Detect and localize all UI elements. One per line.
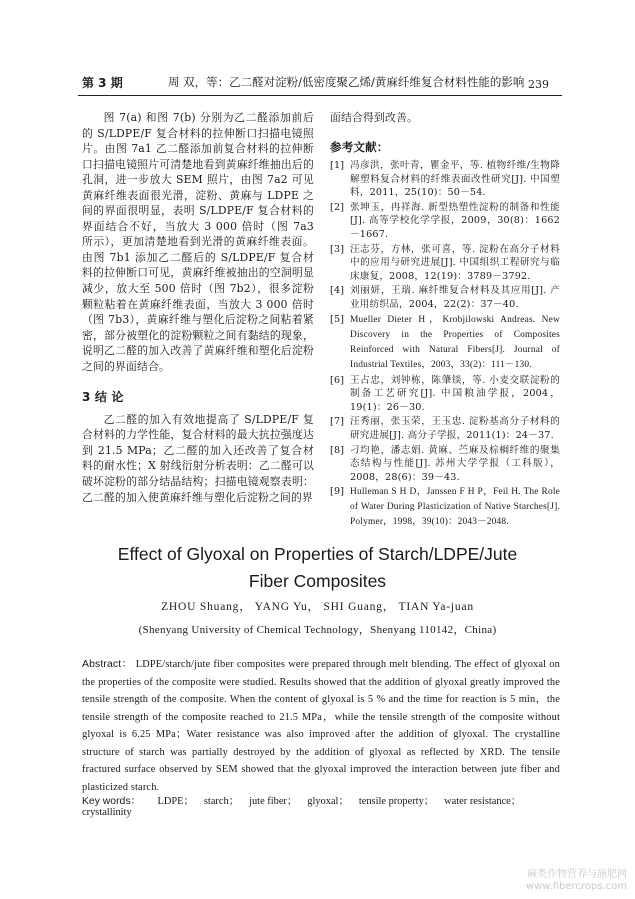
references-heading: 参考文献： <box>330 139 389 154</box>
abstract-label: Abstract： <box>82 659 133 670</box>
reference-item <box>330 485 560 530</box>
english-keywords <box>82 792 560 818</box>
reference-text: 王占忠，刘钟栋，陈肇锬，等. 小麦交联淀粉的制备工艺研究[J]. 中国粮油学报，2004，19(1)：26－30. <box>350 374 560 413</box>
english-authors: ZHOU Shuang， YANG Yu， SHI Guang， TIAN Ya-juan <box>161 601 474 613</box>
reference-text: 汪秀丽，张玉荣，王玉忠. 淀粉基高分子材料的研究进展[J]. 高分子学报，2011(1)：24－37. <box>350 416 560 441</box>
site-watermark <box>526 869 627 893</box>
keyword-item: LDPE； <box>157 796 194 807</box>
continuation-text: 面结合得到改善。 <box>330 111 418 124</box>
english-title-line-2: Fiber Composites <box>248 571 387 591</box>
reference-number: [1] <box>330 160 345 172</box>
running-title: 周 双，等：乙二醛对淀粉/低密度聚乙烯/黄麻纤维复合材料性能的影响 <box>168 75 525 89</box>
keyword-item: starch； <box>203 796 240 807</box>
keyword-item: crystallinity <box>82 807 132 818</box>
reference-number: [4] <box>330 285 345 297</box>
keyword-item: glyoxal； <box>307 796 349 807</box>
reference-text: Hulleman S H D，Janssen F H P，Feil H. The Role of Water During Plasticization of Native Starches[J]. Polymer，1998，39(10)：2043－2048. <box>350 487 560 528</box>
section-heading-conclusion: 3 结 论 <box>82 390 124 405</box>
reference-item <box>330 201 560 242</box>
abstract-text: LDPE/starch/jute fiber composites were prepared through melt blending. The effect of glyoxal on the properties of the composite were studied. Results showed that the addition of glyoxal greatly improved the tensile strength of the composite. When the content of glyoxal is 5 % and the time for reaction is 5 min，the tensile strength of the composite reached to 21.5 MPa，while the tensile strength of the composite without glyoxal is 6.25 MPa；Water resistance was also improved after the addition of glyoxal. The crystalline structure of starch was partially destroyed by the addition of glyoxal as reflected by XRD. The tensile fractured surface observed by SEM showed that the glyoxal improved the interaction between jute fiber and plasticized starch. <box>82 659 560 793</box>
keywords-label: Key words： <box>82 796 141 807</box>
results-paragraph: 图 7(a) 和图 7(b) 分别为乙二醛添加前后的 S/LDPE/F 复合材料的拉伸断口扫描电镜照片。由图 7a1 乙二醛添加前复合材料的拉伸断口扫描电镜照片可清楚地看到黄麻纤维抽出后的孔洞，进一步放大 SEM 照片，由图 7a2 可见黄麻纤维表面很光滑，淀粉、黄麻与 LDPE 之间的界面很明显，表明 S/LDPE/F 复合材料的界面结合不好，当放大 3 000 倍时（图 7a3 所示），更加清楚地看到光滑的黄麻纤维表面。由图 7b1 添加乙二醛后的 S/LDPE/F 复合材料的拉伸断口可见，黄麻纤维被抽出的空洞明显减少，放大至 500 倍时（图 7b2），很多淀粉颗粒粘着在黄麻纤维表面，当放大 3 000 倍时（图 7b3），黄麻纤维与塑化后淀粉之间粘着紧密，部分被塑化的淀粉颗粒之间有黏结的现象，说明乙二醛的加入改善了黄麻纤维和塑化后淀粉之间的界面结合。 <box>82 111 314 373</box>
reference-number: [3] <box>330 243 345 255</box>
english-title <box>60 541 575 595</box>
reference-text: 张坤玉，冉祥海. 新型热塑性淀粉的制备和性能[J]. 高等学校化学学报，2009，30(8)：1662－1667. <box>350 201 560 241</box>
reference-item <box>330 313 560 373</box>
reference-text: 冯彦洪，张叶青，瞿金平，等. 植物纤维/生物降解塑料复合材料的纤维表面改性研究[J]. 中国塑料，2011，25(10)：50－54. <box>350 160 560 199</box>
reference-item <box>330 284 560 311</box>
watermark-line-2: www.fibercrops.com <box>525 881 627 892</box>
issue-number: 第 3 期 <box>82 76 123 90</box>
english-abstract <box>82 656 560 796</box>
reference-text: Mueller Dieter H，Krobjilowski Andreas. New Discovery in the Properties of Composites Reinforced with Natural Fibers[J]. Journal of Industrial Textiles，2003，33(2)：111－130. <box>350 314 560 370</box>
english-title-line-1: Effect of Glyoxal on Properties of Starch/LDPE/Jute <box>117 544 518 564</box>
keyword-item: water resistance； <box>444 796 522 807</box>
header-rule <box>78 95 562 96</box>
reference-item <box>330 444 560 485</box>
reference-number: [2] <box>330 201 345 213</box>
reference-list <box>330 159 560 530</box>
reference-number: [5] <box>330 313 345 325</box>
english-affiliation: (Shenyang University of Chemical Technology，Shenyang 110142，China) <box>138 624 497 636</box>
reference-number: [6] <box>330 374 345 386</box>
reference-text: 汪志芬，方林，张可喜，等. 淀粉在高分子材料中的应用与研究进展[J]. 中国组织工程研究与临床康复，2008，12(19)：3789－3792. <box>350 243 560 282</box>
reference-number: [7] <box>330 416 345 428</box>
keyword-item: jute fiber； <box>249 796 298 807</box>
reference-text: 刘丽妍，王瑞. 麻纤维复合材料及其应用[J]. 产业用纺织品，2004，22(2)：37－40. <box>350 285 560 311</box>
conclusion-paragraph: 乙二醛的加入有效地提高了 S/LDPE/F 复合材料的力学性能，复合材料的最大抗拉强度达到 21.5 MPa；乙二醛的加入还改善了复合材料的耐水性；X 射线衍射分析表明：乙二醛可以破坏淀粉的部分结晶结构；扫描电镜观察表明：乙二醛的加入使黄麻纤维与塑化后淀粉之间的界 <box>82 412 314 504</box>
keyword-item: tensile property； <box>358 796 435 807</box>
reference-item <box>330 159 560 200</box>
reference-item <box>330 243 560 284</box>
reference-text: 刁均艳，潘志娟. 黄麻、苎麻及棕榈纤维的聚集态结构与性能[J]. 苏州大学学报（工科版），2008，28(6)：39－43. <box>350 444 560 483</box>
right-column <box>330 110 560 531</box>
page-number: 239 <box>528 78 549 91</box>
reference-item <box>330 374 560 415</box>
left-column <box>82 110 314 505</box>
reference-number: [8] <box>330 444 345 456</box>
keywords-list <box>82 796 531 818</box>
reference-number: [9] <box>330 486 345 498</box>
reference-item <box>330 415 560 442</box>
watermark-line-1: 麻类作物营养与施肥网 <box>527 869 627 880</box>
